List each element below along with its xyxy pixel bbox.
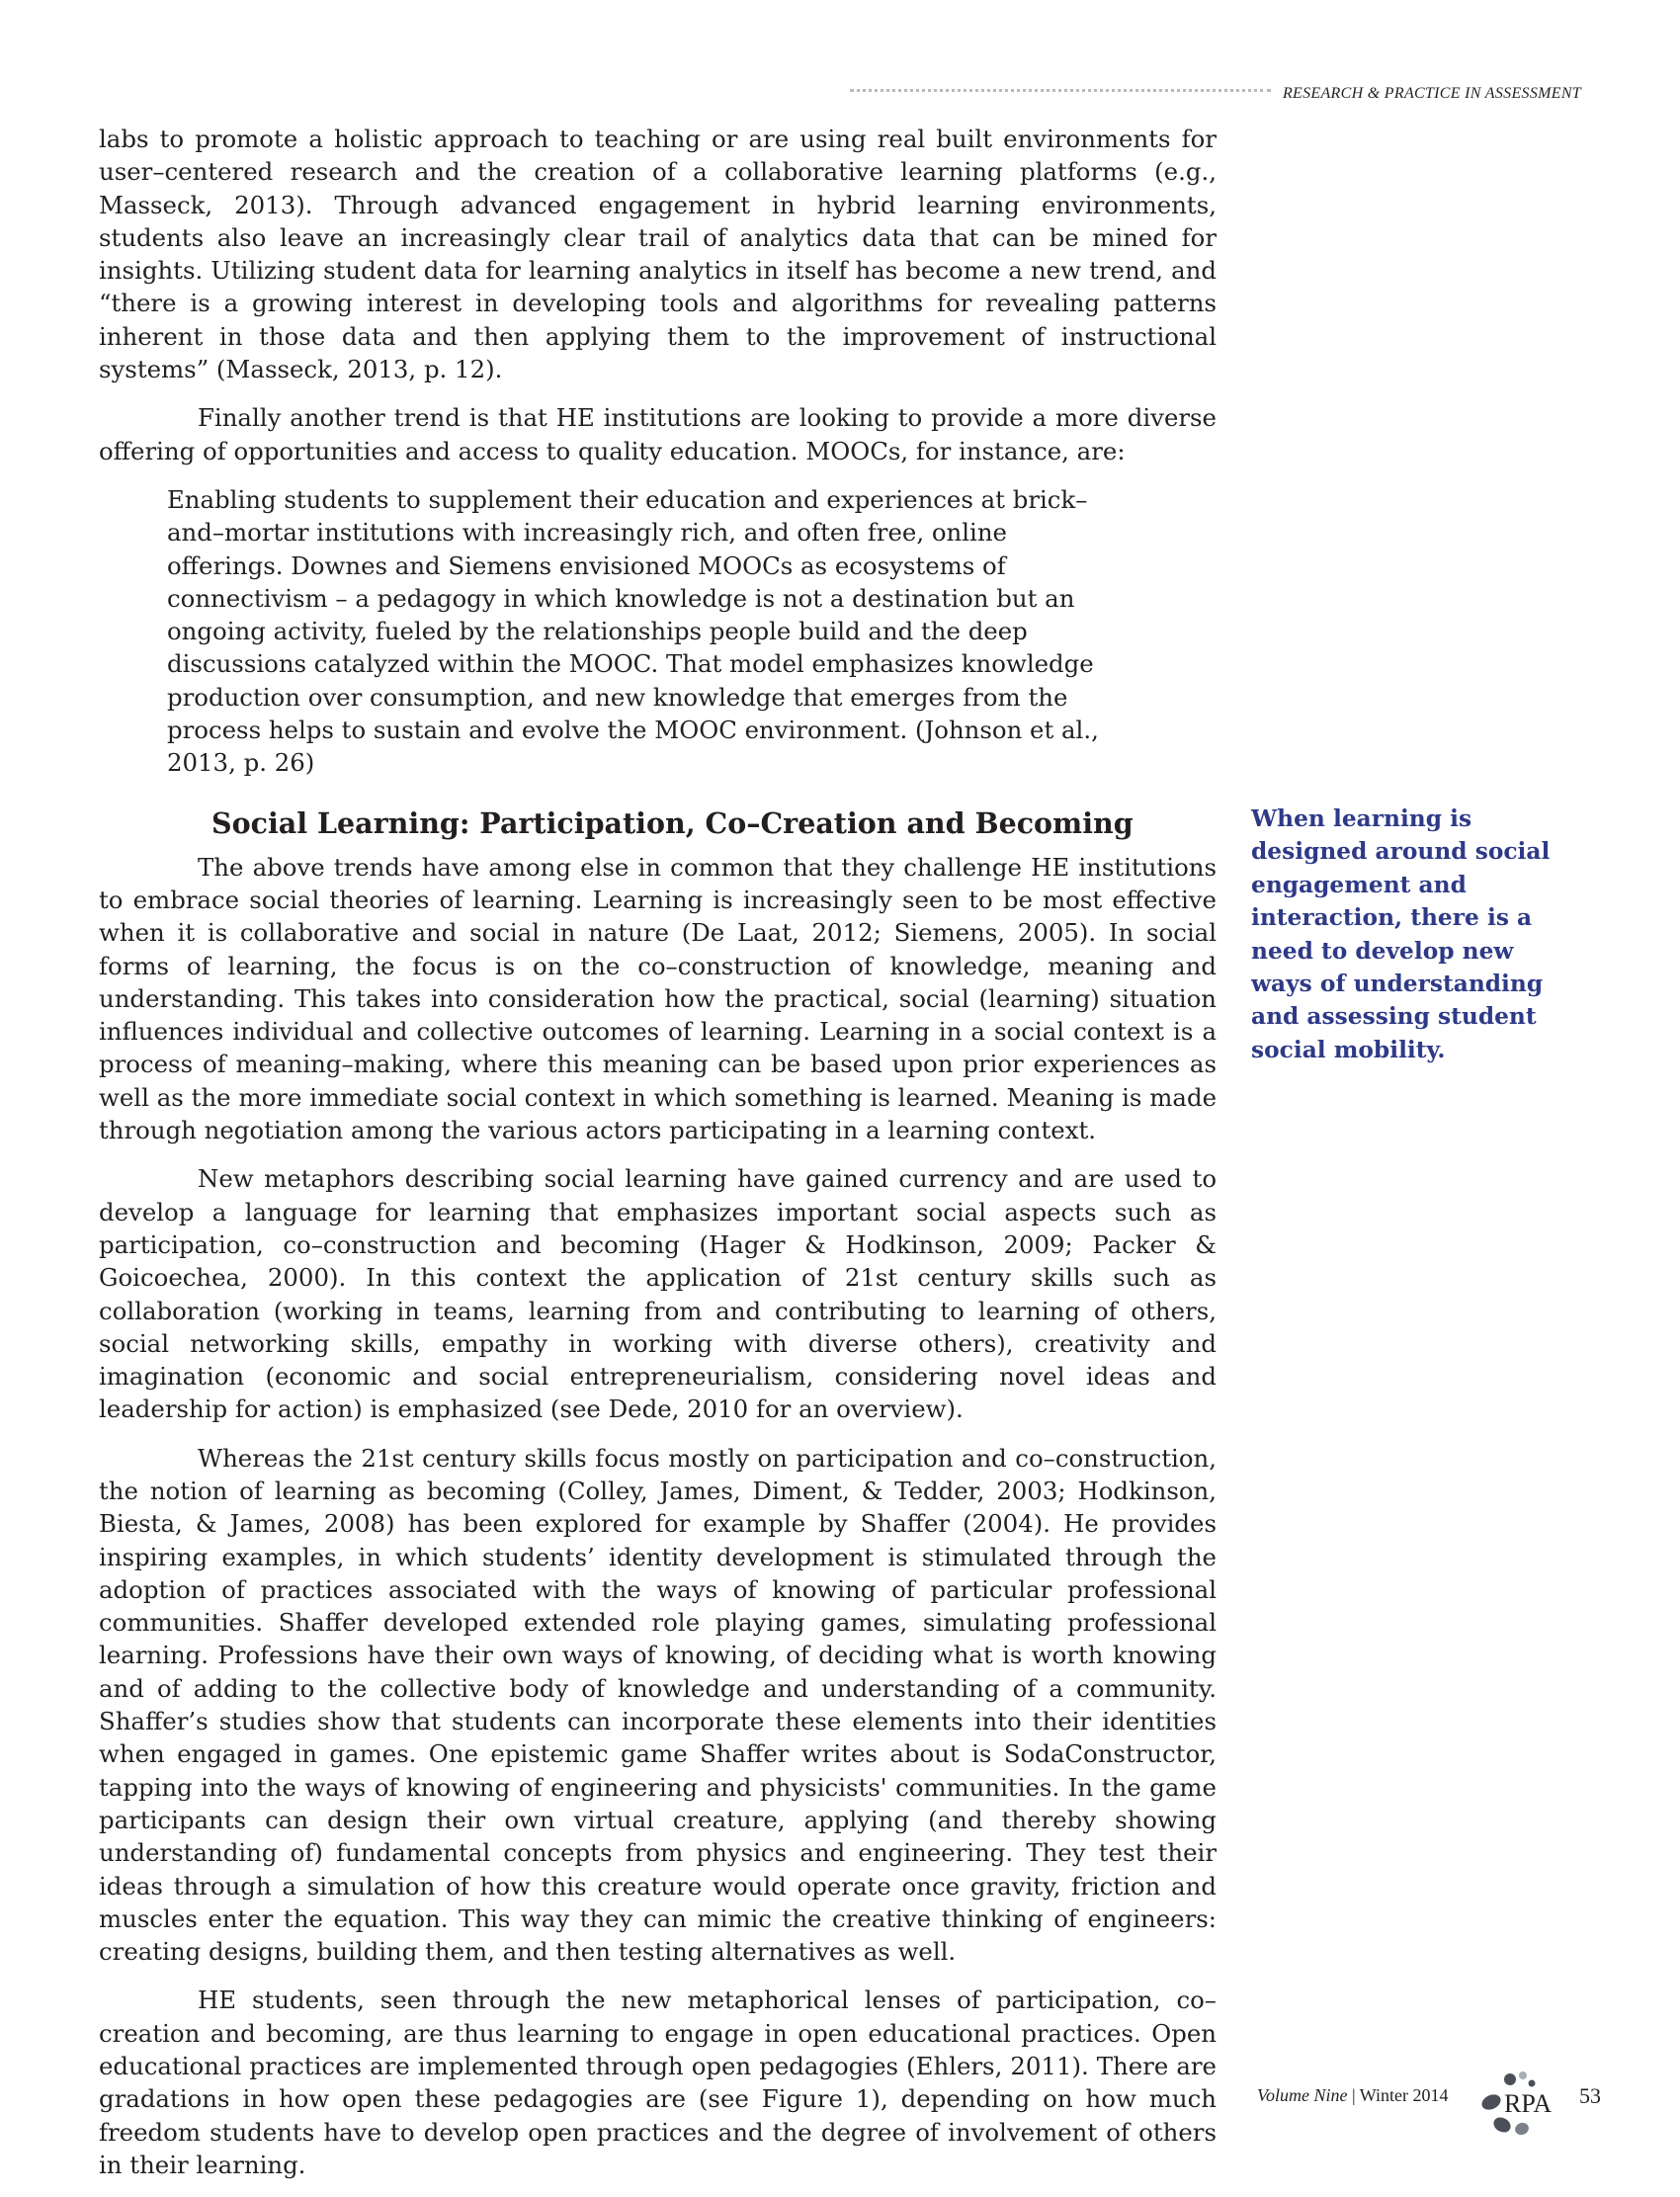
journal-running-title: RESEARCH & PRACTICE IN ASSESSMENT xyxy=(1282,85,1581,102)
section-heading: Social Learning: Participation, Co–Creation and Becoming xyxy=(211,805,1134,840)
header-leader-dots xyxy=(850,89,1271,92)
issue-info xyxy=(1257,2085,1449,2106)
paragraph-1: labs to promote a holistic approach to teaching or are using real built environments for user–centered research and the creation of a collaborative learning platforms (e.g., Masseck, 2013). Through advanced engagement in hybrid learning environments, students also leave an increasingly clear trail of analytics data that can be mined for insights. Utilizing student data for learning analytics in itself has become a new trend, and “there is a growing interest in developing tools and algorithms for revealing patterns inherent in those data and then applying them to the improvement of instructional systems” (Masseck, 2013, p. 12). xyxy=(99,125,1217,384)
season-label: Winter 2014 xyxy=(1359,2085,1449,2105)
paragraph-4: New metaphors describing social learning have gained currency and are used to develop a language for learning that emphasizes important social aspects such as participation, co–construction and becoming (Hager & Hodkinson, 2009; Packer & Goicoechea, 2000). In this context the application of 21st century skills such as collaboration (working in teams, learning from and contributing to learning of others, social networking skills, empathy in working with diverse others), creativity and imagination (economic and social entrepreneurialism, considering novel ideas and leadership for action) is emphasized (see Dede, 2010 for an overview). xyxy=(99,1164,1217,1424)
logo-wordmark: RPA xyxy=(1504,2089,1553,2118)
paragraph-6: HE students, seen through the new metaphorical lenses of participation, co–creation and becoming, are thus learning to engage in open educational practices. Open educational practices are implemented through open pedagogies (Ehlers, 2011). There are gradations in how open these pedagogies are (see Figure 1), depending on how much freedom students have to develop open practices and the degree of involvement of others in their learning. xyxy=(99,1986,1217,2179)
issue-separator: | xyxy=(1347,2085,1360,2105)
block-quote: Enabling students to supplement their education and experiences at brick–and–mortar institutions with increasingly rich, and often free, online offerings. Downes and Siemens envisioned MOOCs as ecosystems of connectivism – a pedagogy in which knowledge is not a destination but an ongoing activity, fueled by the relationships people build and the deep discussions catalyzed within the MOOC. That model emphasizes knowledge production over consumption, and new knowledge that emerges from the process helps to sustain and evolve the MOOC environment. (Johnson et al., 2013, p. 26) xyxy=(167,484,1099,778)
page-footer xyxy=(1225,2070,1640,2139)
paragraph-2: Finally another trend is that HE institutions are looking to provide a more diverse offering of opportunities and access to quality education. MOOCs, for instance, are: xyxy=(99,403,1217,465)
volume-label: Volume Nine xyxy=(1257,2085,1348,2105)
paragraph-3: The above trends have among else in common that they challenge HE institutions to embrace social theories of learning. Learning is increasingly seen to be most effective when it is collaborative and social in nature (De Laat, 2012; Siemens, 2005). In social forms of learning, the focus is on the co–construction of knowledge, meaning and understanding. This takes into consideration how the practical, social (learning) situation influences individual and collective outcomes of learning. Learning in a social context is a process of meaning–making, where this meaning can be based upon prior experiences as well as the more immediate social context in which something is learned. Meaning is made through negotiation among the various actors participating in a learning context. xyxy=(99,852,1217,1145)
paragraph-5: Whereas the 21st century skills focus mostly on participation and co–construction, the notion of learning as becoming (Colley, James, Diment, & Tedder, 2003; Hodkinson, Biesta, & James, 2008) has been explored for example by Shaffer (2004). He provides inspiring examples, in which students’ identity development is stimulated through the adoption of practices associated with the ways of knowing of particular professional communities. Shaffer developed extended role playing games, simulating professional learning. Professions have their own ways of knowing, of deciding what is worth knowing and of adding to the collective body of knowledge and understanding of a community. Shaffer’s studies show that students can incorporate these elements into their identities when engaged in games. One epistemic game Shaffer writes about is SodaConstructor, tapping into the ways of knowing of engineering and physicists' communities. In the game participants can design their own virtual creature, applying (and thereby showing understanding of) fundamental concepts from physics and engineering. They test their ideas through a simulation of how this creature would operate once gravity, friction and muscles enter the equation. This way they can mimic the creative thinking of engineers: creating designs, building them, and then testing alternatives as well. xyxy=(99,1443,1217,1967)
rpa-logo-icon xyxy=(1480,2070,1559,2139)
running-header xyxy=(850,83,1581,105)
page-number: 53 xyxy=(1579,2083,1601,2108)
article-body xyxy=(99,123,1217,2197)
sidebar-pullquote: When learning is designed around social engagement and interaction, there is a need to develop new ways of understanding and assessing student social mobility. xyxy=(1251,805,1551,1063)
